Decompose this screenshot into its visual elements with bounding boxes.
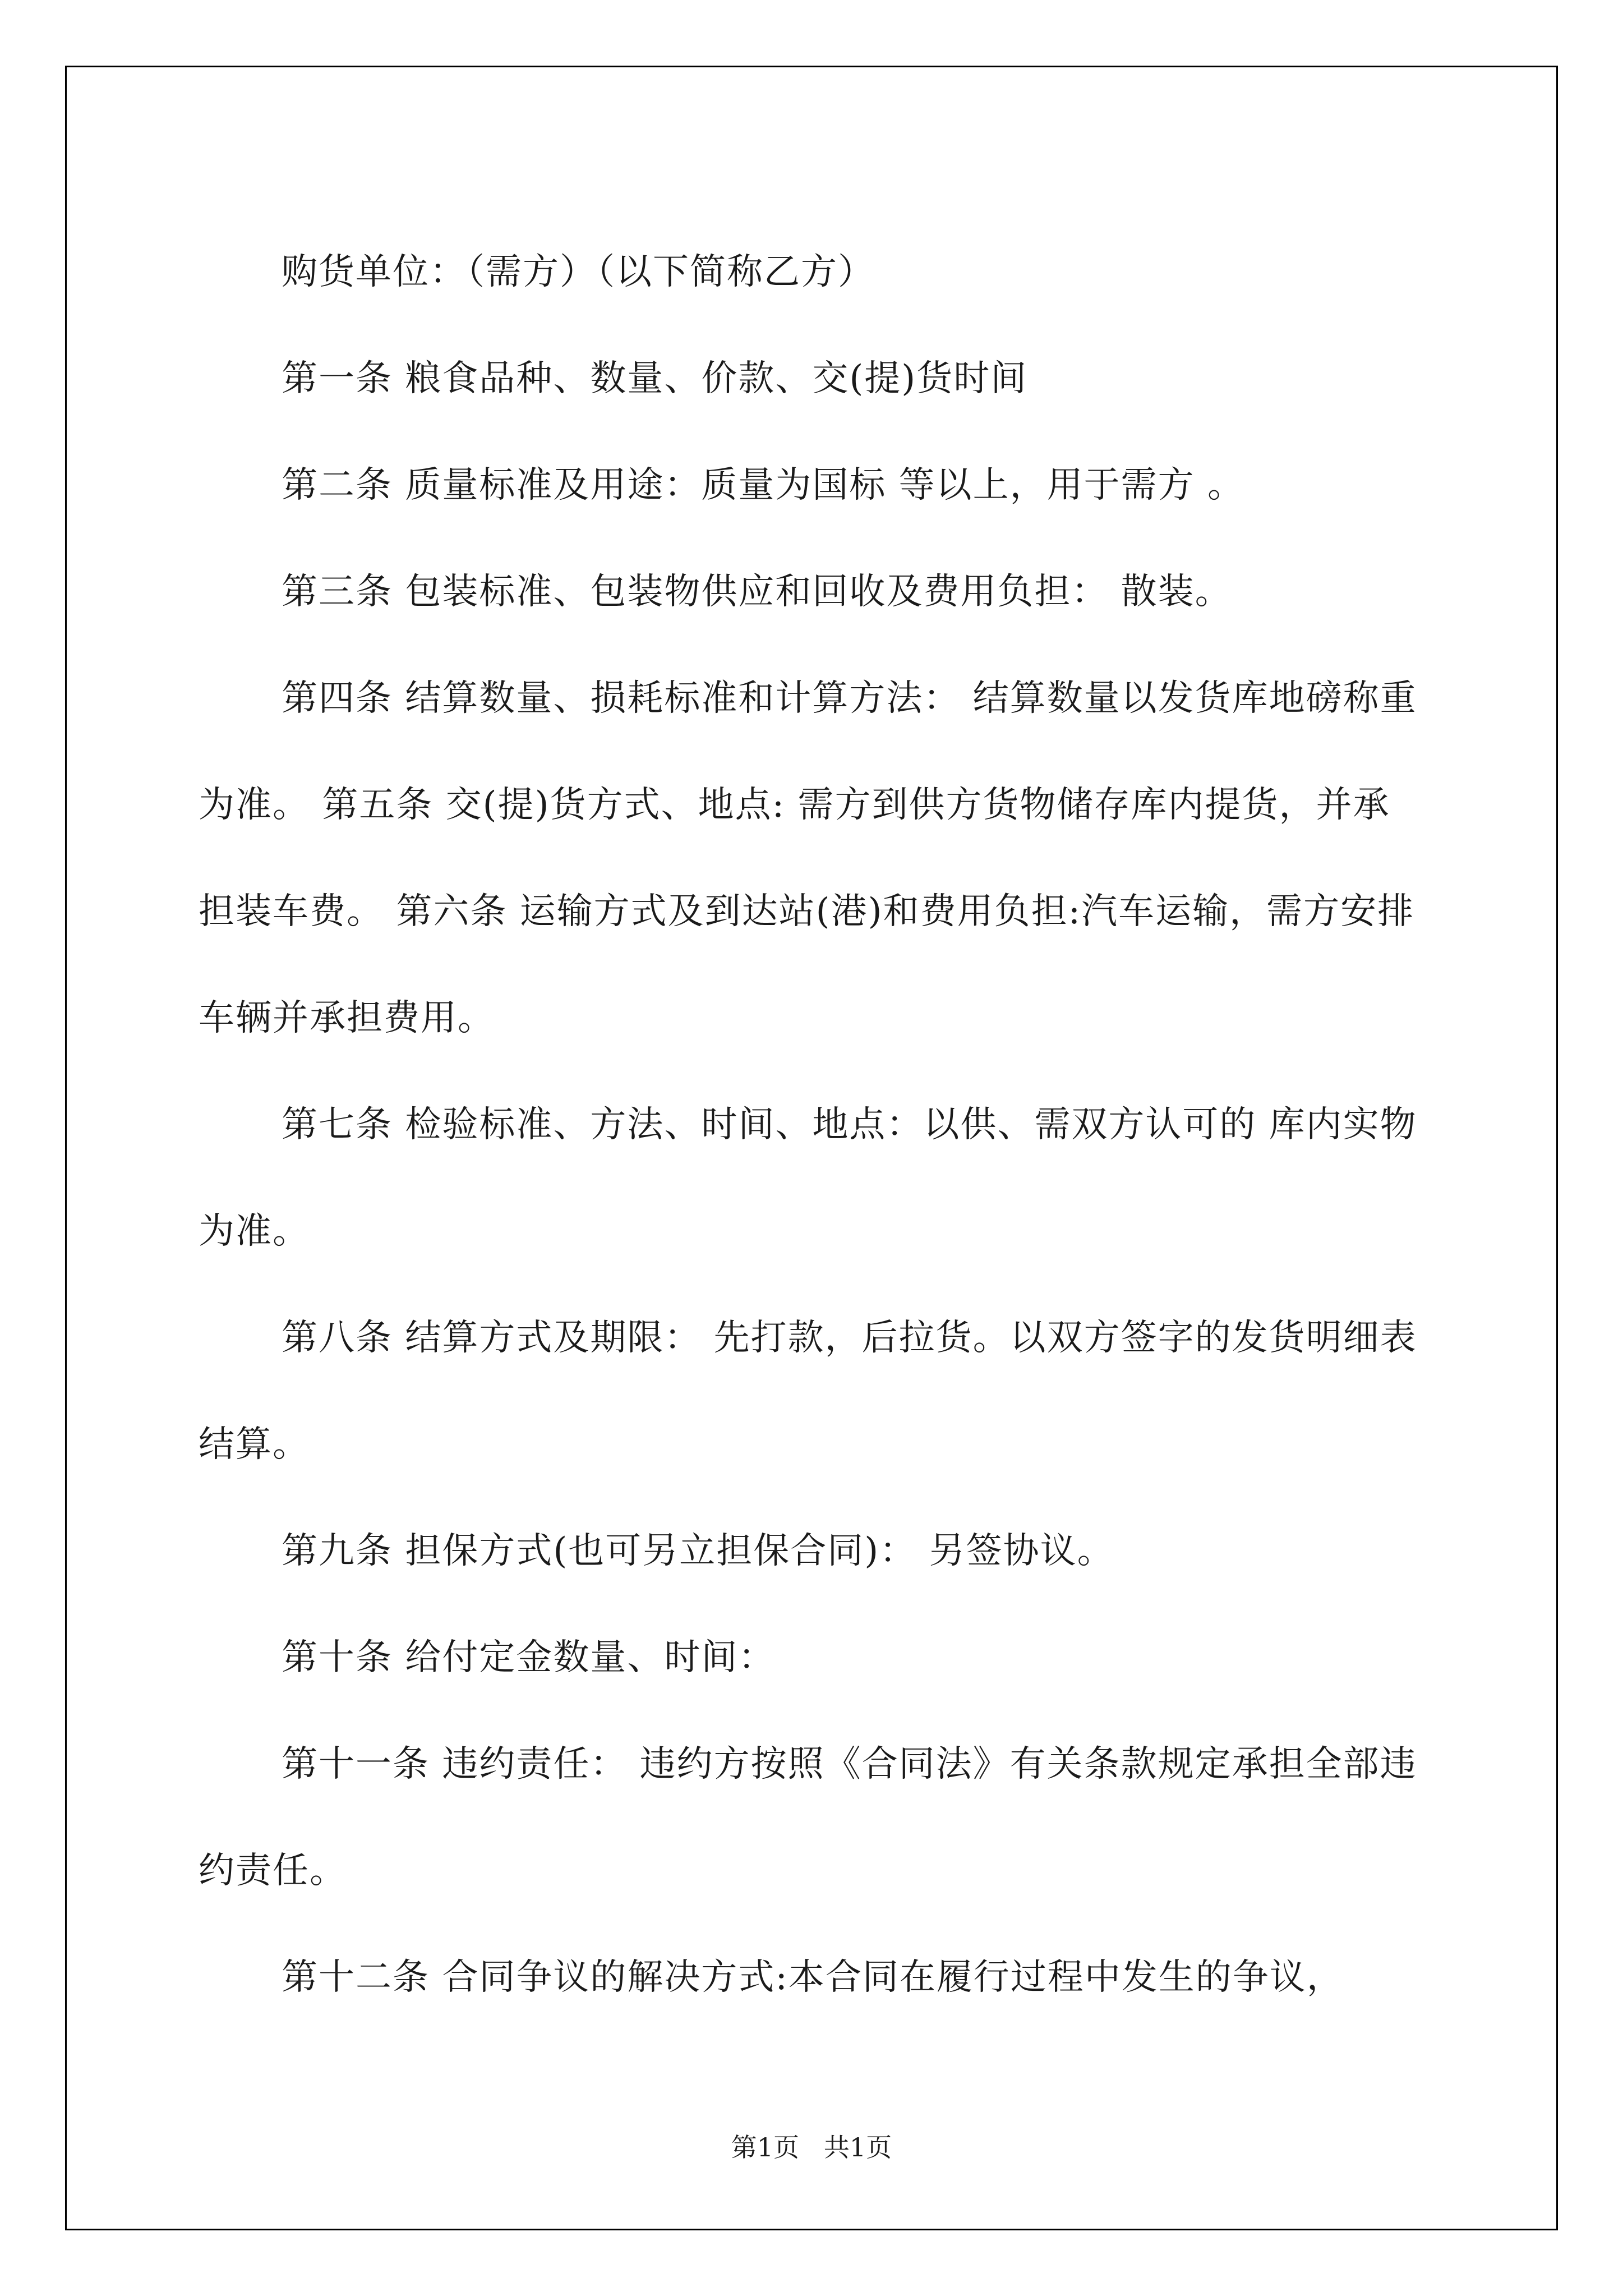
paragraph-article-8: 第八条 结算方式及期限： 先打款，后拉货。以双方签字的发货明细表结算。 (199, 1317, 1417, 1465)
paragraph-article-10: 第十条 给付定金数量、时间： (282, 1637, 776, 1678)
paragraph-article-3: 第三条 包装标准、包装物供应和回收及费用负担： 散装。 (282, 571, 1232, 613)
paragraph-article-12: 第十二条 合同争议的解决方式:本合同在履行过程中发生的争议， (282, 1957, 1344, 1998)
paragraph-article-9: 第九条 担保方式(也可另立担保合同)： 另签协议。 (282, 1530, 1114, 1572)
paragraph-article-4-6: 第四条 结算数量、损耗标准和计算方法： 结算数量以发货库地磅称重为准。 第五条 交(提)货方式、地点: 需方到供方货物储存库内提货，并承担装车费。 第六条 运输方式及到达站(港)和费用负担:汽车运输，需方安排车辆并承担费用。 (199, 678, 1417, 1039)
document-body (199, 219, 1422, 2031)
page-footer: 第1页 共1页 (731, 2132, 892, 2162)
paragraph-article-2: 第二条 质量标准及用途：质量为国标 等以上，用于需方 。 (282, 464, 1245, 506)
paragraph-article-1: 第一条 粮食品种、数量、价款、交(提)货时间 (282, 358, 1028, 399)
paragraph-article-7: 第七条 检验标准、方法、时间、地点：以供、需双方认可的 库内实物为准。 (199, 1104, 1417, 1252)
paragraph-article-11: 第十一条 违约责任： 违约方按照《合同法》有关条款规定承担全部违约责任。 (199, 1743, 1417, 1892)
paragraph-buyer: 购货单位：（需方）（以下简称乙方） (282, 251, 875, 293)
